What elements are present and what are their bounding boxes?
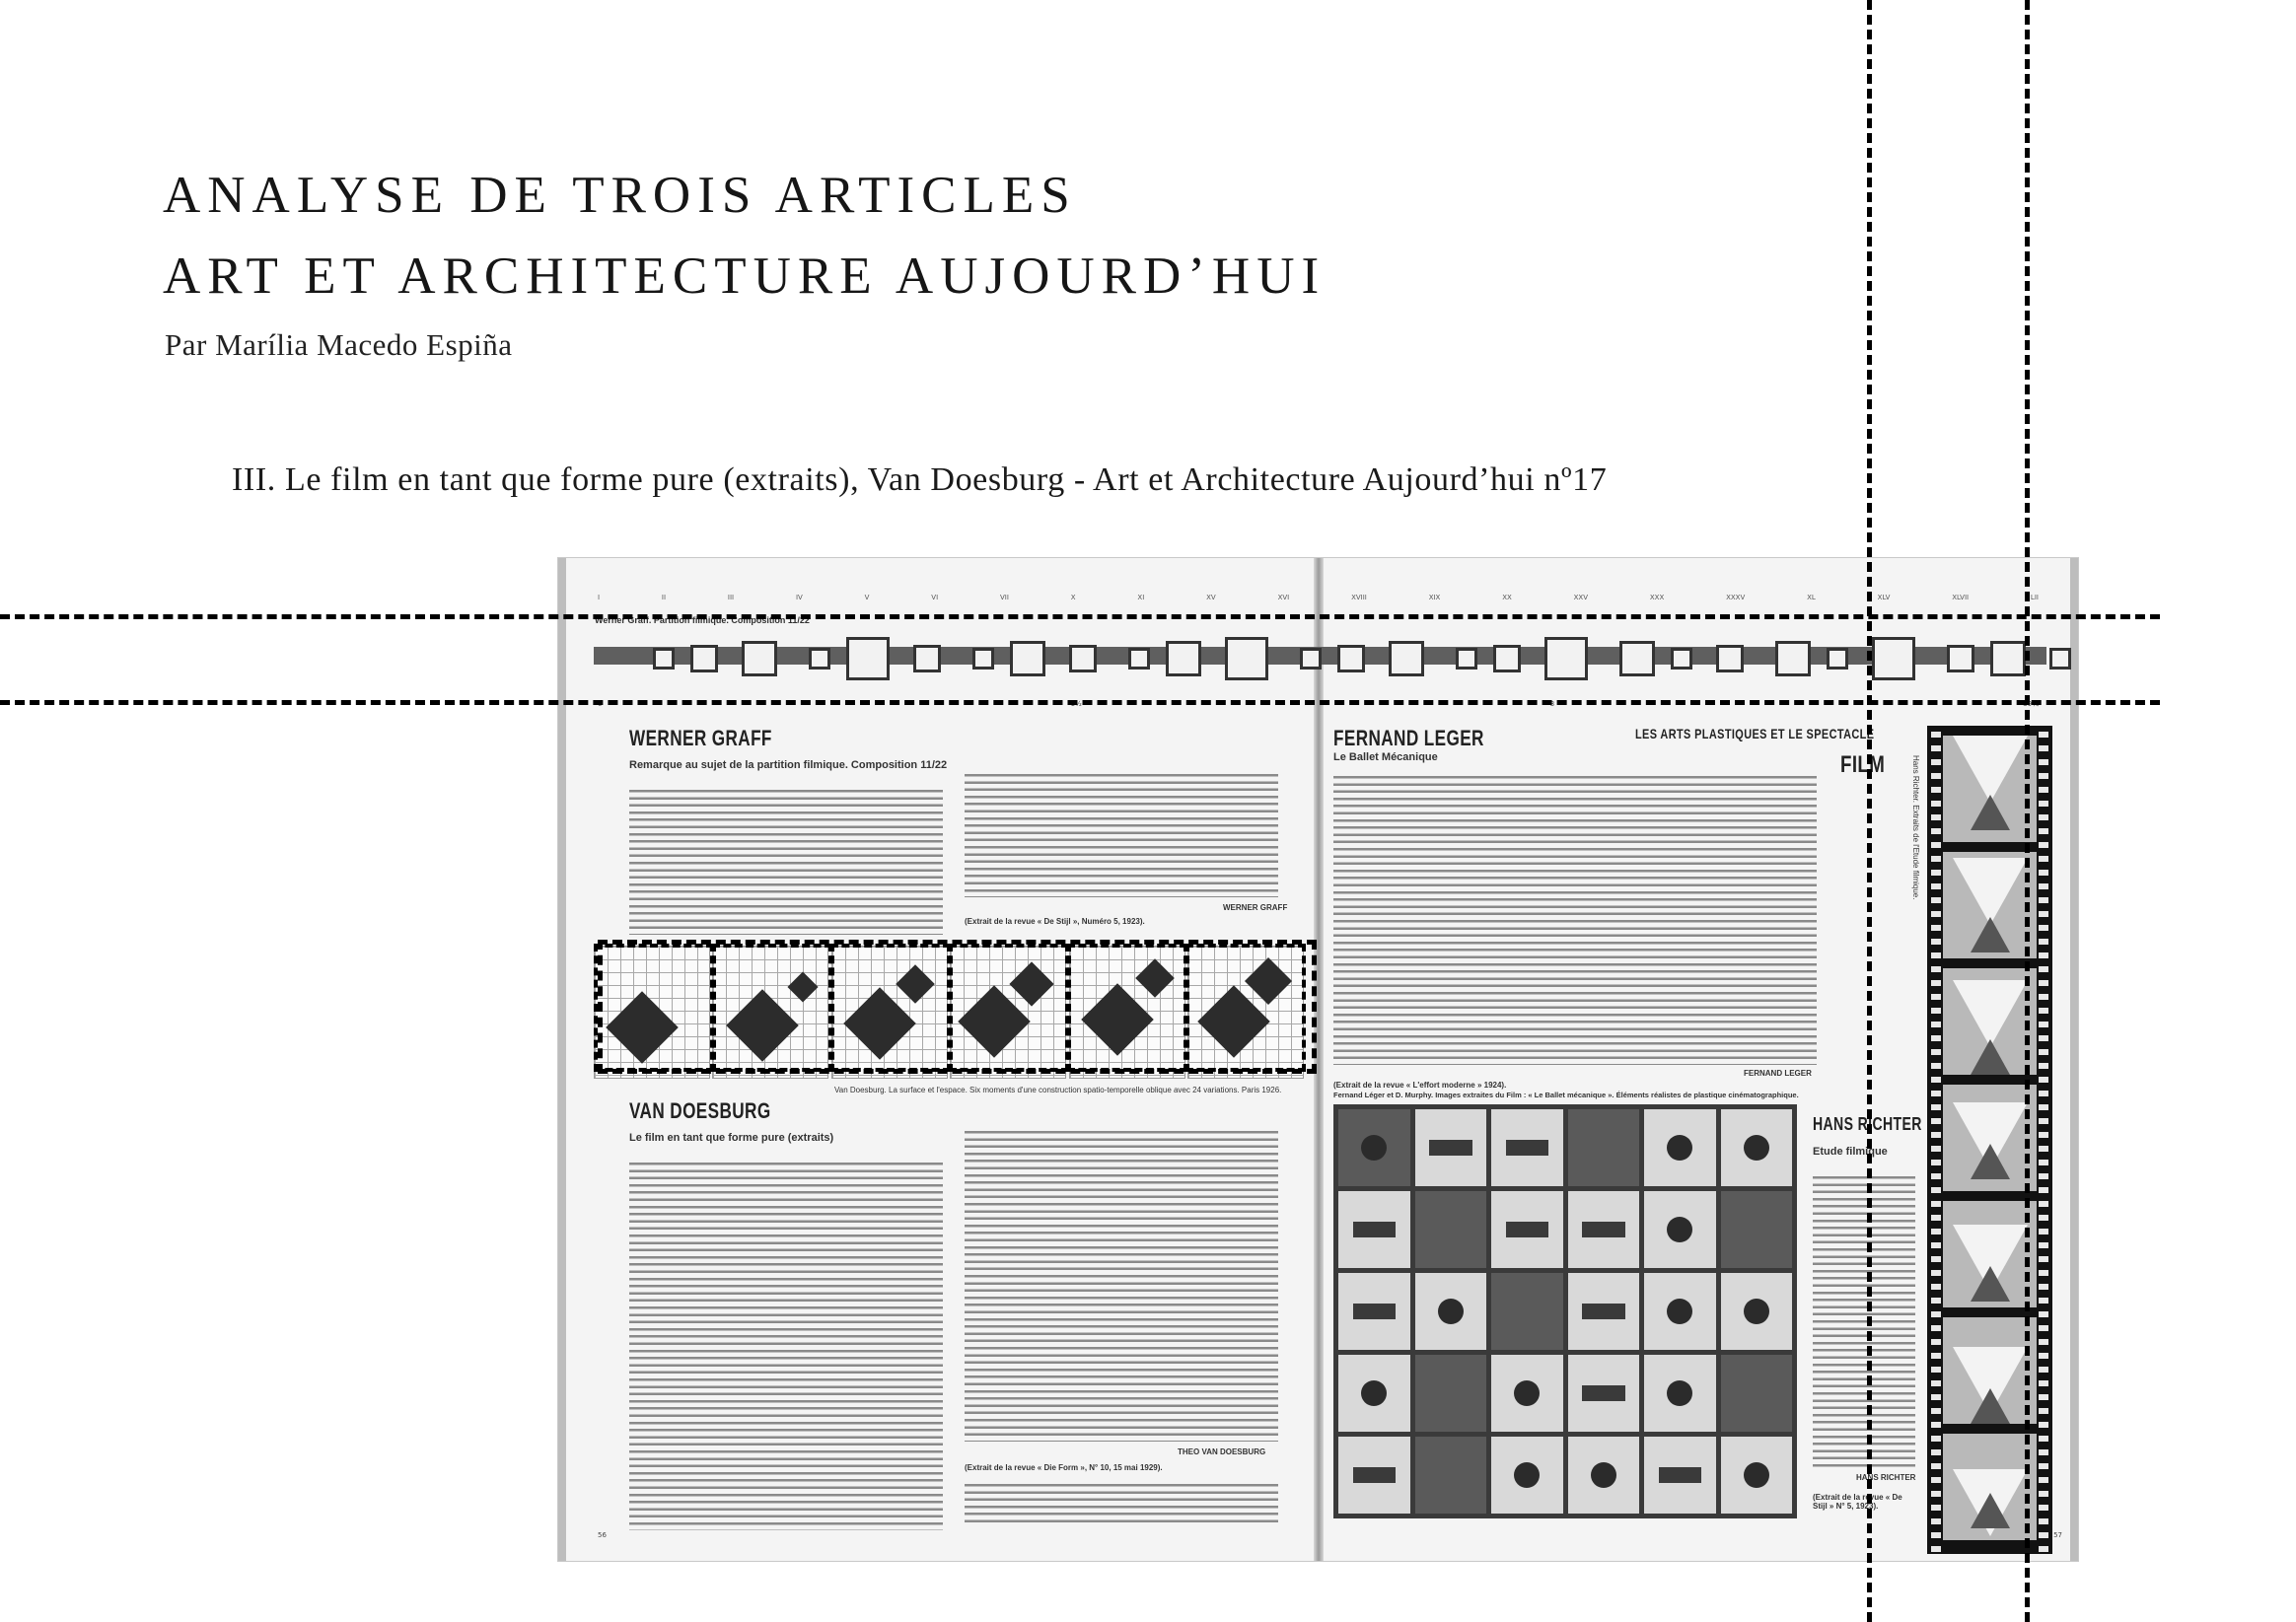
sprocket-hole xyxy=(1931,1242,1941,1248)
sprocket-hole xyxy=(1931,773,1941,779)
collage-cell xyxy=(1415,1191,1487,1268)
title-line-1: ANALYSE DE TROIS ARTICLES xyxy=(163,167,1077,224)
score-box xyxy=(809,648,830,670)
score-number: VI xyxy=(931,594,939,601)
score-number: XV xyxy=(1206,594,1216,601)
richter-side-caption: Hans Richter. Extraits de l'Etude filmique. xyxy=(1911,755,1920,900)
sprocket-hole xyxy=(1931,1325,1941,1331)
sprocket-hole xyxy=(1931,828,1941,834)
collage-cell xyxy=(1491,1191,1563,1268)
sprocket-hole xyxy=(1931,1491,1941,1497)
score-box xyxy=(1300,648,1322,670)
page-edge xyxy=(2070,558,2078,1561)
sprocket-hole xyxy=(1931,1518,1941,1524)
score-box xyxy=(742,641,777,676)
triangle-shape-icon xyxy=(1971,1144,2010,1179)
frame-highlight xyxy=(1067,944,1187,1072)
triangle-shape-icon xyxy=(1953,858,2028,925)
sprocket-hole xyxy=(2039,1449,2048,1455)
sprocket-hole xyxy=(2039,1532,2048,1538)
werner-signature: WERNER GRAFF xyxy=(1223,903,1288,912)
sprocket-hole xyxy=(1931,787,1941,793)
sprocket-hole xyxy=(1931,1298,1941,1304)
sprocket-hole xyxy=(1931,1436,1941,1442)
sprocket-hole xyxy=(2039,1339,2048,1345)
sprocket-hole xyxy=(1931,1160,1941,1165)
frame-highlight xyxy=(712,944,832,1072)
title-line-2: ART ET ARCHITECTURE AUJOURD’HUI xyxy=(163,247,1327,305)
collage-cell xyxy=(1415,1355,1487,1432)
film-frame xyxy=(1943,852,2037,958)
sprocket-hole xyxy=(1931,1049,1941,1055)
sprocket-hole xyxy=(1931,1505,1941,1511)
section-film-label: FILM xyxy=(1840,751,1886,778)
score-number: II xyxy=(661,594,667,601)
collage-cell xyxy=(1721,1109,1793,1186)
score-number: IV xyxy=(795,594,803,601)
vd-text-col-2 xyxy=(965,1128,1278,1442)
richter-text xyxy=(1813,1173,1915,1467)
letter-motif-icon xyxy=(1659,1467,1702,1483)
letter-motif-icon xyxy=(1429,1140,1472,1156)
score-box xyxy=(690,645,718,672)
circle-motif-icon xyxy=(1514,1380,1540,1406)
collage-cell xyxy=(1721,1273,1793,1350)
richter-source: (Extrait de la revue « De Stijl » N° 5, 1923). xyxy=(1813,1493,1902,1511)
circle-motif-icon xyxy=(1438,1299,1464,1324)
score-number: V xyxy=(864,594,870,601)
section-title: III. Le film en tant que forme pure (extraits), Van Doesburg - Art et Architecture Aujourd’hui nº17 xyxy=(232,461,1608,498)
collage-cell xyxy=(1491,1109,1563,1186)
vd-notes xyxy=(965,1481,1278,1524)
film-frame xyxy=(1943,1201,2037,1307)
sprocket-hole xyxy=(2039,952,2048,958)
sprocket-hole xyxy=(1931,1270,1941,1276)
sprocket-hole xyxy=(2039,925,2048,931)
sprocket-hole xyxy=(1931,745,1941,751)
leger-source: (Extrait de la revue « L'effort moderne » 1924). xyxy=(1333,1081,1507,1090)
sprocket-hole xyxy=(1931,1408,1941,1414)
sprocket-hole xyxy=(1931,856,1941,862)
sprocket-hole xyxy=(2039,1284,2048,1290)
film-frame xyxy=(1943,736,2037,842)
sprocket-hole xyxy=(2039,732,2048,738)
section-label: LES ARTS PLASTIQUES ET LE SPECTACLE xyxy=(1635,726,1875,741)
sprocket-hole xyxy=(1931,1201,1941,1207)
sprocket-hole xyxy=(2039,842,2048,848)
sprocket-hole xyxy=(2039,1408,2048,1414)
vd-subheading: Le film en tant que forme pure (extraits) xyxy=(629,1132,834,1144)
sprocket-hole xyxy=(2039,1325,2048,1331)
collage-cell xyxy=(1491,1273,1563,1350)
score-box xyxy=(1827,648,1848,670)
score-number: LII xyxy=(2030,594,2039,601)
score-box xyxy=(972,648,994,670)
score-box xyxy=(846,637,890,680)
collage-cell xyxy=(1644,1437,1716,1514)
score-box xyxy=(1493,645,1521,672)
score-mark: 3 xyxy=(1549,700,1555,708)
frame-highlight xyxy=(594,944,714,1072)
letter-motif-icon xyxy=(1506,1140,1549,1156)
triangle-shape-icon xyxy=(1971,795,2010,830)
circle-motif-icon xyxy=(1514,1462,1540,1488)
sprocket-hole xyxy=(1931,842,1941,848)
richter-subheading: Etude filmique xyxy=(1813,1146,1888,1158)
guide-line-right xyxy=(2025,0,2030,1622)
score-mark: 1½ xyxy=(1070,700,1082,708)
score-box xyxy=(1716,645,1744,672)
sprocket-hole xyxy=(1931,1173,1941,1179)
sprocket-hole xyxy=(1931,1008,1941,1014)
sprocket-hole xyxy=(2039,1173,2048,1179)
collage-cell xyxy=(1338,1437,1410,1514)
sprocket-hole xyxy=(1931,1546,1941,1552)
sprocket-hole xyxy=(2039,1104,2048,1110)
sprocket-hole xyxy=(2039,1422,2048,1428)
sprocket-hole xyxy=(1931,1063,1941,1069)
sprocket-hole xyxy=(2039,1229,2048,1234)
score-number: XX xyxy=(1502,594,1512,601)
score-box xyxy=(1775,641,1811,676)
sprocket-hole xyxy=(1931,870,1941,876)
collage-cell xyxy=(1415,1273,1487,1350)
sprocket-hole xyxy=(1931,1394,1941,1400)
sprocket-hole xyxy=(1931,1380,1941,1386)
sprocket-hole xyxy=(1931,1091,1941,1096)
triangle-shape-icon xyxy=(1953,980,2028,1047)
frame-highlight xyxy=(1185,944,1306,1072)
sprocket-hole xyxy=(1931,925,1941,931)
film-frame xyxy=(1943,1434,2037,1540)
score-box xyxy=(1544,637,1588,680)
circle-motif-icon xyxy=(1667,1135,1692,1161)
circle-motif-icon xyxy=(1361,1380,1387,1406)
sprocket-hole xyxy=(1931,994,1941,1000)
collage-cell xyxy=(1491,1355,1563,1432)
sprocket-hole xyxy=(1931,1118,1941,1124)
letter-motif-icon xyxy=(1582,1222,1625,1237)
score-box xyxy=(653,648,675,670)
score-number: XLV xyxy=(1877,594,1891,601)
leger-subheading: Le Ballet Mécanique xyxy=(1333,751,1438,763)
circle-motif-icon xyxy=(1361,1135,1387,1161)
triangle-shape-icon xyxy=(1971,1388,2010,1424)
score-number: VII xyxy=(1000,594,1009,601)
score-box xyxy=(1166,641,1201,676)
sprocket-hole xyxy=(1931,732,1941,738)
frame-highlight xyxy=(949,944,1069,1072)
triangle-shape-icon xyxy=(1971,1039,2010,1075)
sprocket-hole xyxy=(2039,1505,2048,1511)
sprocket-hole xyxy=(2039,1035,2048,1041)
sprocket-hole xyxy=(2039,1132,2048,1138)
sprocket-hole xyxy=(2039,1477,2048,1483)
score-box xyxy=(1990,641,2026,676)
sprocket-hole xyxy=(1931,1422,1941,1428)
score-band xyxy=(594,647,2046,665)
score-number: XLVII xyxy=(1952,594,1970,601)
film-frame xyxy=(1943,1085,2037,1191)
werner-heading: WERNER GRAFF xyxy=(629,726,772,750)
collage-cell xyxy=(1338,1191,1410,1268)
collage-cell xyxy=(1491,1437,1563,1514)
sprocket-hole xyxy=(2039,897,2048,903)
letter-motif-icon xyxy=(1506,1222,1549,1237)
sprocket-hole xyxy=(2039,994,2048,1000)
score-number: XXXV xyxy=(1726,594,1746,601)
sprocket-hole xyxy=(1931,801,1941,807)
sprocket-hole xyxy=(2039,1008,2048,1014)
right-page xyxy=(1320,558,2078,1561)
score-caption: Werner Graff. Partition filmique. Composition 11/22 xyxy=(595,615,810,625)
sprocket-hole xyxy=(2039,1298,2048,1304)
sprocket-hole xyxy=(2039,1256,2048,1262)
sprocket-hole xyxy=(2039,856,2048,862)
sprocket-hole xyxy=(2039,980,2048,986)
score-number: X xyxy=(1070,594,1076,601)
sprocket-hole xyxy=(2039,883,2048,889)
sprocket-hole xyxy=(2039,1118,2048,1124)
sprocket-hole xyxy=(2039,1201,2048,1207)
collage-caption: Fernand Léger et D. Murphy. Images extraites du Film : « Le Ballet mécanique ». Éléments réalistes de plastique cinématographique. xyxy=(1333,1091,1799,1099)
sprocket-hole xyxy=(2039,1077,2048,1083)
vd-signature: THEO VAN DOESBURG xyxy=(1178,1447,1266,1456)
film-strip-icon xyxy=(1927,726,2052,1554)
sprocket-hole xyxy=(1931,1367,1941,1373)
collage-cell xyxy=(1415,1437,1487,1514)
sprocket-hole xyxy=(2039,1546,2048,1552)
collage-cell xyxy=(1644,1355,1716,1432)
sprocket-hole xyxy=(1931,1311,1941,1317)
sprocket-hole xyxy=(1931,759,1941,765)
vd-heading: VAN DOESBURG xyxy=(629,1098,771,1123)
sprocket-hole xyxy=(1931,1146,1941,1152)
score-number: XL xyxy=(1807,594,1816,601)
collage-cell xyxy=(1338,1109,1410,1186)
score-box xyxy=(913,645,941,672)
circle-motif-icon xyxy=(1667,1217,1692,1242)
werner-text-col-2 xyxy=(965,771,1278,897)
sprocket-hole xyxy=(2039,966,2048,972)
frames-caption: Van Doesburg. La surface et l'espace. Six moments d'une construction spatio-temporelle oblique avec 24 variations. Paris 1926. xyxy=(834,1086,1282,1094)
sprocket-hole xyxy=(1931,980,1941,986)
score-mark: 0 xyxy=(598,700,603,708)
sprocket-hole xyxy=(2039,1380,2048,1386)
sprocket-hole xyxy=(1931,1256,1941,1262)
guide-line-top xyxy=(0,614,2160,619)
ballet-mecanique-collage xyxy=(1333,1104,1797,1518)
sprocket-hole xyxy=(2039,828,2048,834)
sprocket-hole xyxy=(1931,1022,1941,1027)
score-box xyxy=(1069,645,1097,672)
collage-cell xyxy=(1338,1355,1410,1432)
sprocket-hole xyxy=(1931,814,1941,820)
film-frame xyxy=(1943,1317,2037,1424)
sprocket-hole xyxy=(1931,911,1941,917)
sprocket-hole xyxy=(2039,1463,2048,1469)
sprocket-hole xyxy=(1931,1104,1941,1110)
score-box xyxy=(1671,648,1692,670)
score-box xyxy=(1872,637,1915,680)
collage-cell xyxy=(1644,1109,1716,1186)
score-box xyxy=(1456,648,1477,670)
page-number-right: 57 xyxy=(2053,1531,2062,1539)
sprocket-hole xyxy=(1931,1477,1941,1483)
score-number: XIX xyxy=(1428,594,1441,601)
letter-motif-icon xyxy=(1582,1385,1625,1401)
film-frame xyxy=(1943,968,2037,1075)
sprocket-hole xyxy=(1931,1215,1941,1221)
triangle-shape-icon xyxy=(1971,1266,2010,1302)
score-number: I xyxy=(598,594,601,601)
guide-line-bottom xyxy=(0,700,2160,705)
score-mark: 39¼ xyxy=(2023,700,2039,708)
sprocket-hole xyxy=(2039,939,2048,945)
guide-line-left xyxy=(1867,0,1872,1622)
sprocket-hole xyxy=(2039,1353,2048,1359)
sprocket-hole xyxy=(2039,1049,2048,1055)
sprocket-hole xyxy=(2039,801,2048,807)
sprocket-hole xyxy=(2039,1091,2048,1096)
collage-cell xyxy=(1721,1437,1793,1514)
sprocket-hole xyxy=(2039,1518,2048,1524)
sprocket-hole xyxy=(1931,1077,1941,1083)
werner-source: (Extrait de la revue « De Stijl », Numéro 5, 1923). xyxy=(965,917,1145,926)
sprocket-hole xyxy=(2039,1063,2048,1069)
letter-motif-icon xyxy=(1582,1304,1625,1319)
leger-signature: FERNAND LEGER xyxy=(1744,1069,1812,1078)
score-box xyxy=(1225,637,1268,680)
sprocket-hole xyxy=(1931,1463,1941,1469)
sprocket-hole xyxy=(1931,1035,1941,1041)
sprocket-hole xyxy=(2039,1160,2048,1165)
sprocket-hole xyxy=(2039,1187,2048,1193)
sprocket-hole xyxy=(2039,911,2048,917)
score-box xyxy=(1619,641,1655,676)
score-box xyxy=(2049,648,2071,670)
score-numbers xyxy=(598,594,2039,601)
score-number: III xyxy=(727,594,735,601)
leger-text xyxy=(1333,773,1817,1065)
page-number-left: 56 xyxy=(598,1531,607,1539)
score-box xyxy=(1128,648,1150,670)
richter-signature: HANS RICHTER xyxy=(1856,1473,1916,1482)
leger-heading: FERNAND LEGER xyxy=(1333,726,1484,750)
triangle-shape-icon xyxy=(1953,736,2028,803)
score-number: XVI xyxy=(1277,594,1290,601)
sprocket-hole xyxy=(2039,814,2048,820)
sprocket-hole xyxy=(1931,966,1941,972)
sprocket-hole xyxy=(2039,870,2048,876)
page-edge xyxy=(558,558,566,1561)
sprocket-hole xyxy=(2039,1215,2048,1221)
letter-motif-icon xyxy=(1353,1222,1397,1237)
sprocket-hole xyxy=(2039,1146,2048,1152)
sprocket-hole xyxy=(1931,1339,1941,1345)
sprocket-hole xyxy=(1931,1284,1941,1290)
circle-motif-icon xyxy=(1744,1462,1769,1488)
author-credit: Par Marília Macedo Espiña xyxy=(165,327,513,362)
circle-motif-icon xyxy=(1667,1299,1692,1324)
triangle-shape-icon xyxy=(1971,1493,2010,1528)
sprocket-hole xyxy=(2039,1270,2048,1276)
sprocket-hole xyxy=(1931,1187,1941,1193)
sprocket-hole xyxy=(1931,897,1941,903)
sprocket-hole xyxy=(1931,939,1941,945)
sprocket-hole xyxy=(2039,1491,2048,1497)
vd-source: (Extrait de la revue « Die Form », N° 10, 15 mai 1929). xyxy=(965,1463,1163,1472)
sprocket-hole xyxy=(2039,787,2048,793)
frame-highlight xyxy=(830,944,951,1072)
sprocket-hole xyxy=(2039,1242,2048,1248)
sprocket-hole xyxy=(2039,745,2048,751)
collage-cell xyxy=(1721,1355,1793,1432)
sprocket-hole xyxy=(1931,1449,1941,1455)
circle-motif-icon xyxy=(1591,1462,1616,1488)
richter-heading: HANS RICHTER xyxy=(1813,1114,1922,1134)
score-number: XVIII xyxy=(1351,594,1367,601)
sprocket-hole xyxy=(1931,1353,1941,1359)
sprocket-hole xyxy=(1931,1532,1941,1538)
letter-motif-icon xyxy=(1353,1304,1397,1319)
sprocket-hole xyxy=(2039,1367,2048,1373)
circle-motif-icon xyxy=(1744,1135,1769,1161)
collage-cell xyxy=(1568,1109,1640,1186)
sprocket-hole xyxy=(2039,759,2048,765)
collage-cell xyxy=(1568,1191,1640,1268)
score-number: XXV xyxy=(1573,594,1589,601)
collage-cell xyxy=(1644,1273,1716,1350)
werner-subheading: Remarque au sujet de la partition filmique. Composition 11/22 xyxy=(629,759,948,771)
vd-text-col-1 xyxy=(629,1160,943,1530)
sprocket-hole xyxy=(2039,1436,2048,1442)
score-box xyxy=(1389,641,1424,676)
sprocket-hole xyxy=(2039,773,2048,779)
score-box xyxy=(1947,645,1974,672)
collage-cell xyxy=(1338,1273,1410,1350)
collage-cell xyxy=(1415,1109,1487,1186)
collage-cell xyxy=(1568,1273,1640,1350)
werner-text-col-1 xyxy=(629,787,943,935)
triangle-shape-icon xyxy=(1971,917,2010,952)
sprocket-hole xyxy=(2039,1311,2048,1317)
score-box xyxy=(1337,645,1365,672)
sprocket-hole xyxy=(1931,952,1941,958)
collage-cell xyxy=(1644,1191,1716,1268)
sprocket-hole xyxy=(1931,883,1941,889)
circle-motif-icon xyxy=(1744,1299,1769,1324)
collage-cell xyxy=(1568,1355,1640,1432)
collage-cell xyxy=(1721,1191,1793,1268)
sprocket-hole xyxy=(2039,1394,2048,1400)
letter-motif-icon xyxy=(1353,1467,1397,1483)
circle-motif-icon xyxy=(1667,1380,1692,1406)
sprocket-hole xyxy=(1931,1229,1941,1234)
score-number: XI xyxy=(1137,594,1145,601)
score-box xyxy=(1010,641,1045,676)
sprocket-hole xyxy=(2039,1022,2048,1027)
sprocket-hole xyxy=(1931,1132,1941,1138)
collage-cell xyxy=(1568,1437,1640,1514)
score-number: XXX xyxy=(1649,594,1665,601)
